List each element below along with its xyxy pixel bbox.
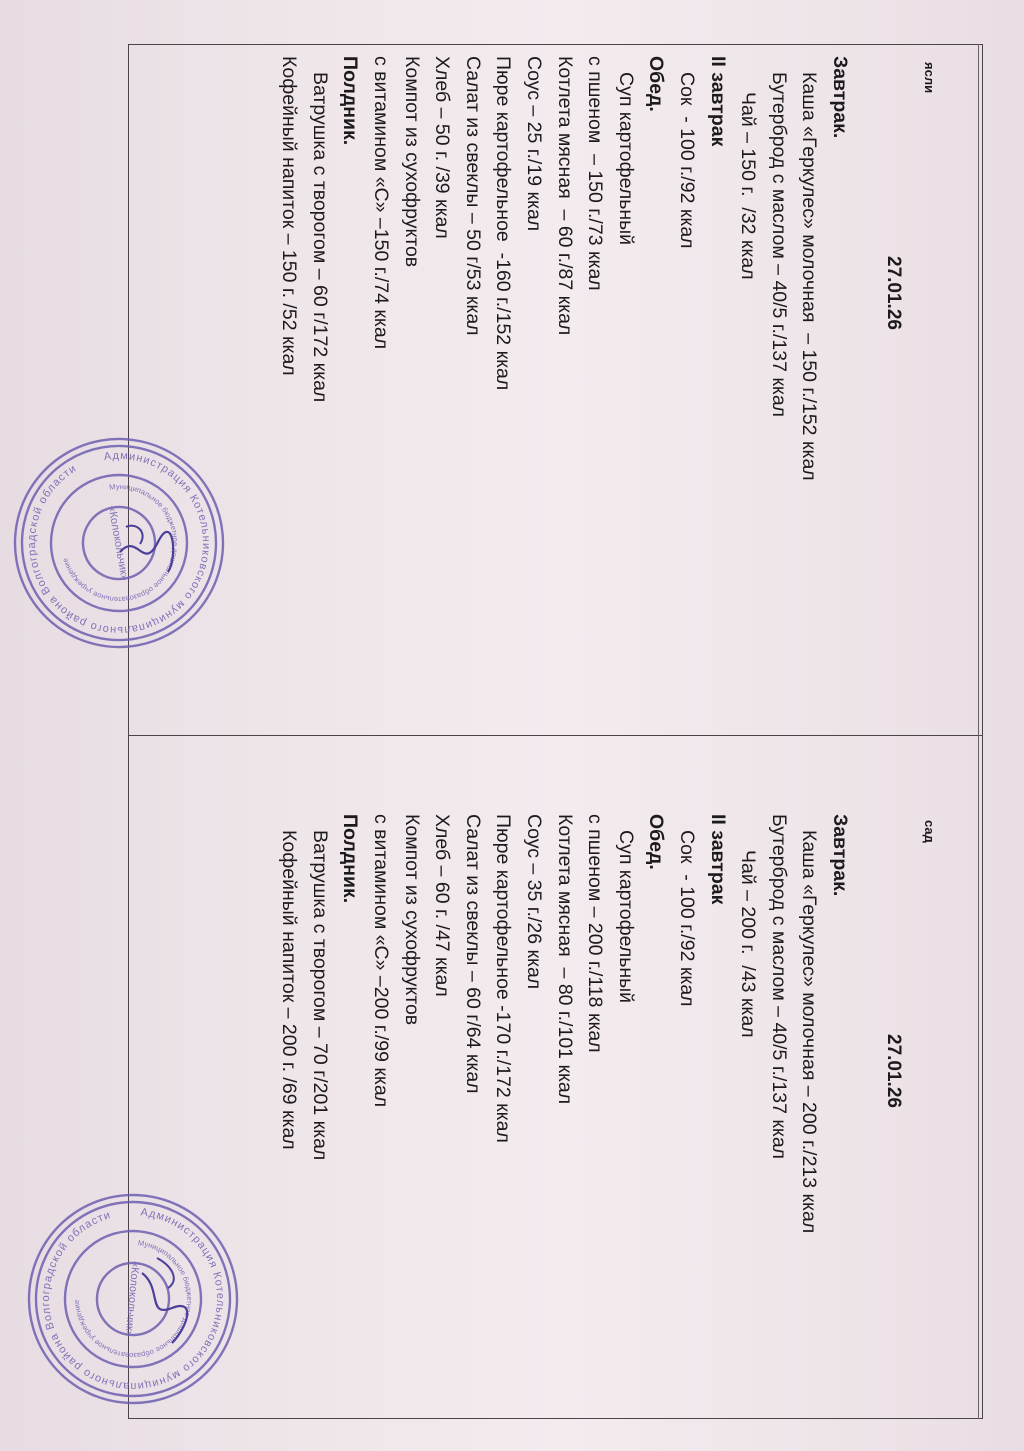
menu-item: Каша «Геркулес» молочная – 200 г./213 ккал bbox=[798, 830, 821, 1234]
menu-item: Ватрушка с творогом – 60 г/172 ккал bbox=[308, 72, 331, 403]
menu-item: Салат из свеклы – 60 г/64 ккал bbox=[461, 814, 484, 1094]
menu-item: Ватрушка с творогом – 70 г/201 ккал bbox=[308, 830, 331, 1161]
menu-date: 27.01.26 bbox=[883, 256, 904, 330]
menu-item: Компот из сухофруктов bbox=[400, 56, 423, 268]
svg-text:Муниципальное бюджетное дошкол: Муниципальное бюджетное дошкольное образовательное учреждение bbox=[60, 481, 181, 605]
menu-item: Котлета мясная – 60 г./87 ккал bbox=[553, 56, 576, 336]
menu-item: Пюре картофельное -170 г./172 ккал bbox=[492, 814, 515, 1143]
menu-item: Котлета мясная – 80 г./101 ккал bbox=[553, 814, 576, 1105]
menu-item: Чай – 150 г. /32 ккал bbox=[737, 92, 760, 280]
menu-item: Хлеб – 60 г. /47 ккал bbox=[431, 814, 454, 997]
menu-item: Суп картофельный bbox=[614, 72, 637, 246]
menu-item: Соус – 25 г./19 ккал bbox=[523, 56, 546, 232]
menu-item: Суп картофельный bbox=[614, 830, 637, 1004]
menu-item: Салат из свеклы – 50 г/53 ккал bbox=[461, 56, 484, 336]
meal-heading: Полдник. bbox=[339, 814, 362, 904]
svg-text:Администрация Котельниковского: Администрация Котельниковского муниципального района Волгоградской области bbox=[25, 449, 213, 637]
menu-item: Кофейный напиток – 150 г. /52 ккал bbox=[278, 56, 301, 376]
section-label: ясли bbox=[922, 62, 937, 94]
menu-item: Сок - 100 г./92 ккал bbox=[676, 72, 699, 249]
menu-item: Кофейный напиток – 200 г. /69 ккал bbox=[278, 830, 301, 1150]
menu-item: с пшеном – 150 г./73 ккал bbox=[584, 56, 607, 291]
meal-heading: Завтрак. bbox=[829, 56, 851, 139]
menu-item: Пюре картофельное -160 г./152 ккал bbox=[492, 56, 515, 391]
menu-item: Соус – 35 г./26 ккал bbox=[523, 814, 546, 990]
menu-item: Бутерброд с маслом – 40/5 г./137 ккал bbox=[767, 72, 790, 418]
meal-heading: II завтрак bbox=[706, 814, 729, 905]
menu-lines bbox=[274, 56, 855, 481]
svg-text:Муниципальное бюджетное дошкол: Муниципальное бюджетное дошкольное образовательное учреждение bbox=[71, 1238, 195, 1361]
svg-text:«Колокольчик»: «Колокольчик» bbox=[105, 504, 131, 582]
svg-text:Администрация Котельниковского: Администрация Котельниковского муниципального района Волгоградской области bbox=[39, 1206, 227, 1393]
menu-item: Каша «Геркулес» молочная – 150 г./152 ккал bbox=[798, 72, 821, 481]
meal-heading: Полдник. bbox=[339, 56, 362, 146]
menu-item: с витамином «С» –200 г./99 ккал bbox=[370, 814, 393, 1108]
meal-heading: Обед. bbox=[645, 56, 668, 112]
section-label: сад bbox=[922, 820, 937, 843]
meal-heading: Завтрак. bbox=[829, 814, 851, 897]
seal-stamp bbox=[8, 432, 230, 654]
meal-heading: Обед. bbox=[645, 814, 668, 870]
meal-heading: II завтрак bbox=[706, 56, 729, 147]
svg-text:«Колокольчик»: «Колокольчик» bbox=[122, 1260, 142, 1338]
menu-item: Сок - 100 г./92 ккал bbox=[676, 830, 699, 1007]
menu-item: с пшеном – 200 г./118 ккал bbox=[584, 814, 607, 1053]
menu-item: Бутерброд с маслом – 40/5 г./137 ккал bbox=[767, 814, 790, 1160]
menu-lines bbox=[274, 814, 855, 1233]
nursery-menu bbox=[115, 56, 937, 746]
seal-stamp bbox=[22, 1188, 244, 1410]
menu-item: Компот из сухофруктов bbox=[400, 814, 423, 1026]
header-rule bbox=[978, 44, 979, 1419]
menu-date: 27.01.26 bbox=[883, 1034, 904, 1108]
menu-item: Хлеб – 50 г. /39 ккал bbox=[431, 56, 454, 239]
menu-item: с витамином «С» –150 г./74 ккал bbox=[370, 56, 393, 350]
menu-item: Чай – 200 г. /43 ккал bbox=[737, 850, 760, 1038]
